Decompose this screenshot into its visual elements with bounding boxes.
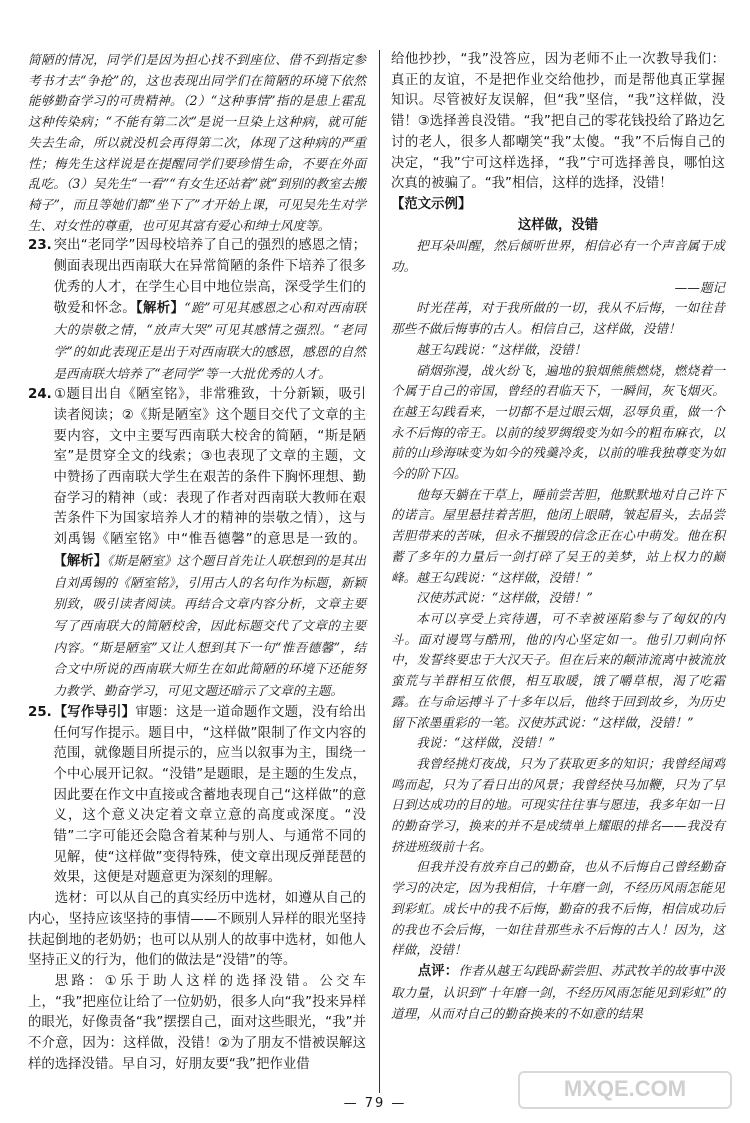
analysis-paragraph: 简陋的情况，同学们是因为担心找不到座位、借不到指定参考书才去“争抢”的，这也表现出同学们在简陋的环境下依然能够勤奋学习的可贵精神。（2）“这种事情”指的是患上霍乱这种传染病；“不能有第二次”是说一旦染上这种病，就可能失去生命，所以就没机会再得第二次，体现了这种病的严重性；梅先生这样说是在提醒同学们要珍惜生命，不要在外面乱吃。（3）吴先生“一看”“有女生还站着”就“到别的教室去搬椅子”，而且等她们都“坐下了”才开始上课，可见吴先生对学生、对女性的尊重，也可见其富有爱心和绅士风度等。 — [28, 52, 366, 233]
question-24 — [28, 385, 366, 703]
essay-paragraph: 硝烟弥漫，战火纷飞，遍地的狼烟熊熊燃烧，燃烧着一个属于自己的帝国，曾经的君临天下，一瞬间，灰飞烟灭。在越王勾践看来，一切都不是过眼云烟，忍辱负重，做一个永不后悔的帝王。以前的绫罗绸缎变为如今的粗布麻衣，以前的山珍海味变为如今的残羹冷炙，以前的唯我独尊变为如今的阶下囚。 — [391, 362, 725, 482]
answer-text: 突出“老同学”因母校培养了自己的强烈的感恩之情；侧面表现出西南联大在异常简陋的条件下培养了很多优秀的人才，在学生心目中地位崇高，深受学生们的敬爱和怀念。 — [53, 238, 366, 317]
question-number: 23. — [28, 238, 52, 254]
question-25 — [28, 703, 366, 889]
page-number: — 79 — — [343, 1096, 407, 1111]
essay-paragraph: 我说：“这样做，没错！” — [416, 735, 556, 751]
essay-paragraph: 时光荏苒，对于我所做的一切，我从不后悔，一如往昔那些不做后悔事的古人。相信自己，这样做，没错！ — [391, 300, 725, 337]
epigraph: 把耳朵叫醒，然后倾听世界，相信必有一个声音属于成功。 — [391, 238, 725, 275]
essay-paragraph: 他每天躺在干草上，睡前尝苦胆，他默默地对自己许下的诺言。屋里悬挂着苦胆，他闭上眼睛，皱起眉头，去品尝苦胆带来的苦味，但永不摧毁的信念正在心中萌发。他在积蓄了多年的力量后一剑打碎了吴王的美梦，站上权力的巅峰。越王勾践说：“这样做，没错！” — [391, 486, 725, 585]
comment-text: 作者从越王勾践卧薪尝胆、苏武牧羊的故事中汲取力量，认识到“十年磨一剑，不经历风雨怎能见到彩虹”的道理，从而对自己的勤奋换来的不如意的结果 — [391, 962, 726, 1022]
right-column — [391, 50, 725, 1026]
column-divider — [379, 50, 380, 1093]
approach-paragraph: 思路：①乐于助人这样的选择没错。公交车上，“我”把座位让给了一位奶奶，很多人向“我”投来异样的眼光，好像责备“我”摆摆自己，面对这些眼光，“我”并不介意，因为：这样做，没错！②为了朋友不惜被误解这样的选择没错。早自习，好朋友要“我”把作业借 — [28, 973, 366, 1072]
question-number: 24. — [28, 387, 52, 403]
writing-guide-tag: 【写作导引】 — [53, 704, 136, 720]
left-column — [28, 50, 366, 1075]
analysis-text: “跪”可见其感恩之心和对西南联大的崇敬之情，“放声大哭”可见其感情之强烈。“老同学”的如此表现正是出于对西南联大的感恩，感恩的自然是西南联大培养了“老同学”等一大批优秀的人才。 — [53, 300, 366, 381]
question-number: 25. — [28, 704, 52, 720]
essay-title: 这样做，没错 — [517, 217, 599, 233]
essay-paragraph: 越王勾践说：“这样做，没错！ — [416, 341, 587, 357]
epigraph-source: ——题记 — [674, 279, 725, 295]
essay-paragraph: 本可以享受上宾待遇，可不幸被诬陷参与了匈奴的内斗。面对谩骂与酷刑，他的内心坚定如一。他引刀刺向怀中，发誓终要忠于大汉天子。但在后来的颠沛流离中被流放蛮荒与羊群相互依偎，相互取暖，饿了嚼草根，渴了吃霜露。在与命运搏斗了十多年以后，他终于回到故乡，为历史留下浓墨重彩的一笔。汉使苏武说：“这样做，没错！” — [391, 610, 725, 730]
continued-paragraph: 给他抄抄，“我”没答应，因为老师不止一次教导我们：真正的友谊，不是把作业交给他抄，而是帮他真正掌握知识。尽管被好友误解，但“我”坚信，“我”这样做，没错！③选择善良没错。“我”把自己的零花钱投给了路边乞讨的老人，很多人都嘲笑“我”太傻。“我”不后悔自己的决定，“我”宁可这样选择，“我”宁可选择善良，哪怕这次真的被骗了。“我”相信，这样的选择，没错！ — [391, 52, 725, 192]
sample-essay-tag: 【范文示例】 — [391, 196, 472, 212]
analysis-tag: 【解析】 — [53, 553, 108, 569]
comment-tag: 点评： — [417, 963, 459, 979]
material-paragraph: 选材：可以从自己的真实经历中选材，如遵从自己的内心，坚持应该坚持的事情——不顾别人异样的眼光坚持扶起倒地的老奶奶；也可以从别人的故事中选材，如他人坚持正义的行为，他们的做法是“没错”的等。 — [28, 891, 366, 969]
essay-paragraph: 我曾经挑灯夜战，只为了获取更多的知识；我曾经闻鸡鸣而起，只为了看日出的风景；我曾经快马加鞭，只为了早日到达成功的目的地。可现实往往事与愿违，我多年如一日的勤奋学习，换来的并不是成绩单上耀眼的排名——我没有挤进班级前十名。 — [391, 755, 725, 854]
analysis-tag: 【解析】 — [135, 301, 185, 317]
essay-paragraph: 汉使苏武说：“这样做，没错！” — [416, 590, 593, 606]
essay-paragraph: 但我并没有放弃自己的勤奋，也从不后悔自己曾经勤奋学习的决定，因为我相信，十年磨一剑，不经历风雨怎能见到彩虹。成长中的我不后悔，勤奋的我不后悔，相信成功后的我也不会后悔，一如往昔那些永不后悔的古人！因为，这样做，没错！ — [391, 859, 725, 958]
answer-text: ①题目出自《陋室铭》，非常雅致，十分新颖，吸引读者阅读；②《斯是陋室》这个题目交代了文章的主要内容，文中主要写西南联大校舍的简陋，“斯是陋室”是贯穿全文的线索；③也表现了文章的主题，文中赞扬了西南联大学生在艰苦的条件下胸怀理想、勤奋学习的精神（或：表现了作者对西南联大教师在艰苦条件下为国家培养人才的精神的崇敬之情），这与刘禹锡《陋室铭》中“惟吾德馨”的意思是一致的。 — [53, 387, 366, 548]
answer-text: 审题：这是一道命题作文题，没有给出任何写作提示。题目中，“这样做”限制了作文内容的范围，就像题目所提示的，应当以叙事为主，围绕一个中心展开记叙。“没错”是题眼，是主题的生发点，因此要在作文中直接或含蓄地表现自己“这样做”的意义，这个意义决定着文章立意的高度或深度。“没错”二字可能还会隐含着某种与别人、与通常不同的见解，使“这样做”变得特殊，使文章出现反弹琵琶的效果，这便是对题意更为深刻的理解。 — [53, 704, 367, 886]
comment-paragraph — [391, 961, 725, 1026]
question-23 — [28, 236, 366, 385]
analysis-text: 《斯是陋室》这个题目首先让人联想到的是其出自刘禹锡的《陋室铭》，引用古人的名句作为标题，新颖别致，吸引读者阅读。再结合文章内容分析，文章主要写了西南联大的简陋校舍，因此标题交代了文章的主要内容。“斯是陋室”又让人想到其下一句“惟吾德馨”，结合文中所说的西南联大师生在如此简陋的环境下还能努力教学、勤奋学习，可见文题还暗示了文章的主题。 — [53, 552, 367, 699]
watermark-logo: MXQE.COM — [518, 1071, 732, 1109]
